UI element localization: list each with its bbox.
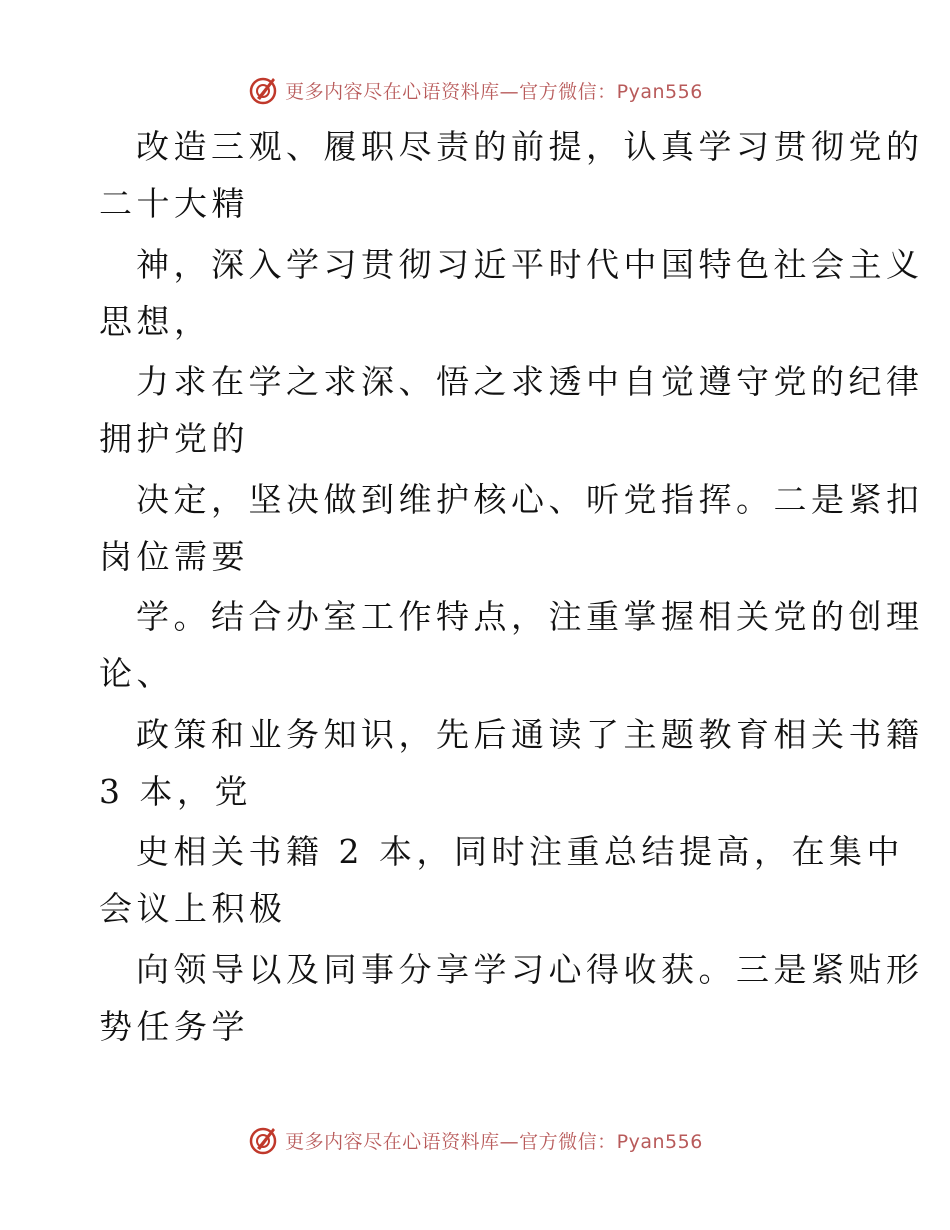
- body-line: 会议上积极: [99, 889, 287, 928]
- body-line: 论、: [99, 654, 174, 693]
- body-line: 势任务学: [99, 1007, 249, 1046]
- body-line: 3 本，党: [99, 772, 252, 811]
- quill-seal-icon: [247, 74, 279, 106]
- body-line: 力求在学之求深、悟之求透中自觉遵守党的纪律: [136, 362, 924, 401]
- body-line: 神，深入学习贯彻习近平时代中国特色社会主义: [136, 245, 924, 284]
- body-line: 决定，坚决做到维护核心、听党指挥。二是紧扣: [136, 480, 924, 519]
- quill-seal-icon: [247, 1124, 279, 1156]
- body-line: 岗位需要: [99, 537, 249, 576]
- body-line: 学。结合办室工作特点，注重掌握相关党的创理: [136, 597, 924, 636]
- body-line: 拥护党的: [99, 419, 249, 458]
- footer-watermark: [0, 1120, 950, 1160]
- body-line: 思想，: [99, 302, 212, 341]
- body-line: 史相关书籍 2 本，同时注重总结提高，在集中: [136, 832, 904, 871]
- body-line: 政策和业务知识，先后通读了主题教育相关书籍: [136, 715, 924, 754]
- header-watermark-text: 更多内容尽在心语资料库—官方微信：Pyan556: [285, 80, 703, 103]
- body-line: 向领导以及同事分享学习心得收获。三是紧贴形: [136, 950, 924, 989]
- header-watermark: [0, 70, 950, 110]
- body-line: 改造三观、履职尽责的前提，认真学习贯彻党的: [136, 127, 924, 166]
- body-line: 二十大精: [99, 184, 249, 223]
- footer-watermark-text: 更多内容尽在心语资料库—官方微信：Pyan556: [285, 1130, 703, 1153]
